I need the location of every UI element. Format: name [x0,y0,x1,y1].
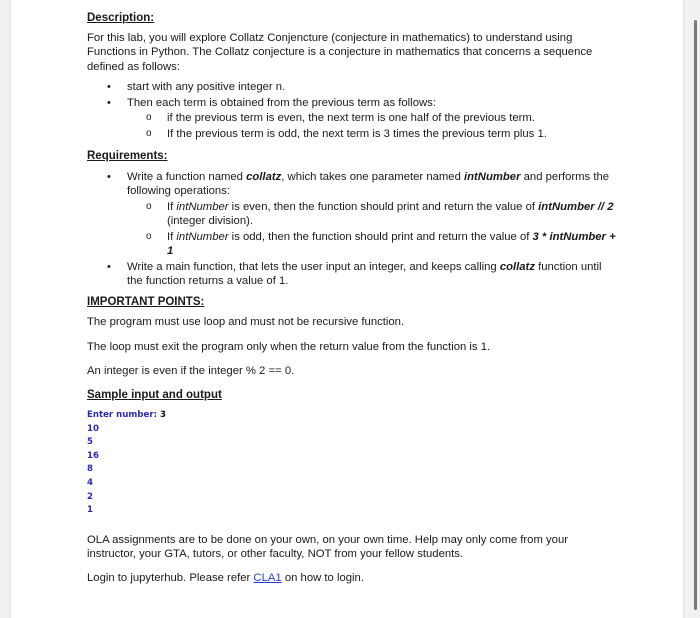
sample-output [87,409,617,518]
sample-output-line: 2 [87,491,93,502]
important-points-heading: IMPORTANT POINTS: [87,295,205,308]
function-name: collatz [499,260,535,273]
requirements-heading: Requirements: [87,150,168,162]
text-segment: is even, then the function should print and return the value of [228,200,539,213]
sample-heading: Sample input and output [87,388,222,401]
sample-output-line: 4 [87,477,93,488]
text-segment: Login to jupyterhub. Please refer [87,571,254,584]
list-item [127,230,617,259]
list-item [127,111,617,126]
description-intro: For this lab, you will explore Collatz Conjencture (conjecture in mathematics) to understand using Functions in Python. The Collatz conjecture is a conjecture in mathematics that concerns a sequence defined as follows: [87,31,593,73]
list-item-text [127,261,602,288]
important-point: The loop must exit the program only when the return value from the function is 1. [87,340,491,353]
bullet-icon: • [107,81,111,93]
important-point: The program must use loop and must not be recursive function. [87,316,405,328]
text-segment: , which takes one parameter named [281,170,464,183]
list-item [87,80,617,95]
text-segment: Write a function named [127,170,247,183]
expression: intNumber // 2 [538,200,614,213]
requirements-list [87,170,617,289]
sample-output-line: 16 [87,450,99,461]
text-segment: If [167,230,177,243]
sub-bullet-icon: o [146,200,152,212]
list-item-text: If the previous term is odd, the next term is 3 times the previous term plus 1. [167,127,547,140]
list-item-text: if the previous term is even, the next term is one half of the previous term. [167,112,535,124]
sample-output-line: 10 [87,423,99,434]
text-segment: If [167,200,177,213]
expression: 3 * intNumber + 1 [167,230,616,257]
description-sublist [127,111,617,141]
sample-output-line: 5 [87,437,93,448]
text-segment: is odd, then the function should print and return the value of [228,230,533,243]
list-item [87,170,617,259]
text-segment: function until the function returns a value of 1. [127,260,602,287]
sub-bullet-icon: o [146,127,152,139]
text-segment: on how to login. [281,571,364,584]
requirements-sublist [127,200,617,259]
list-item [127,127,617,142]
bullet-icon: • [107,96,111,109]
description-heading: Description: [87,12,155,24]
parameter-name: intNumber [464,170,521,183]
important-point: An integer is even if the integer % 2 == 0. [87,365,295,377]
variable-name: intNumber [176,230,229,243]
list-item-text: Then each term is obtained from the previous term as follows: [127,96,436,109]
list-item-text [127,171,609,198]
text-segment: (integer division). [167,215,254,227]
login-instructions [87,571,617,586]
cla1-link[interactable]: CLA1 [253,571,282,584]
ola-policy: OLA assignments are to be done on your own, on your own time. Help may only come from your instructor, your GTA, tutors, or other faculty, NOT from your fellow students. [87,533,568,561]
text-segment: Write a main function, that lets the user input an integer, and keeps calling [127,260,500,273]
description-list [87,80,617,141]
document-page [10,0,684,618]
sample-output-line: 1 [87,505,93,516]
list-item-text [167,231,616,258]
list-item [87,260,617,289]
bullet-icon: • [107,170,111,183]
list-item [127,200,617,229]
variable-name: intNumber [176,200,229,213]
list-item-text [167,201,614,228]
function-name: collatz [246,170,282,183]
sample-input-value: 3 [160,410,166,420]
document-content [87,11,617,585]
list-item-text: start with any positive integer n. [127,81,286,93]
sample-prompt: Enter number: [87,410,160,420]
sample-output-line: 8 [87,464,93,475]
scrollbar[interactable] [694,20,697,610]
text-segment: and performs the following operations: [127,170,610,197]
sample-prompt-line [87,409,617,423]
list-item [87,96,617,142]
sub-bullet-icon: o [146,112,152,123]
sub-bullet-icon: o [146,230,152,242]
bullet-icon: • [107,260,111,273]
